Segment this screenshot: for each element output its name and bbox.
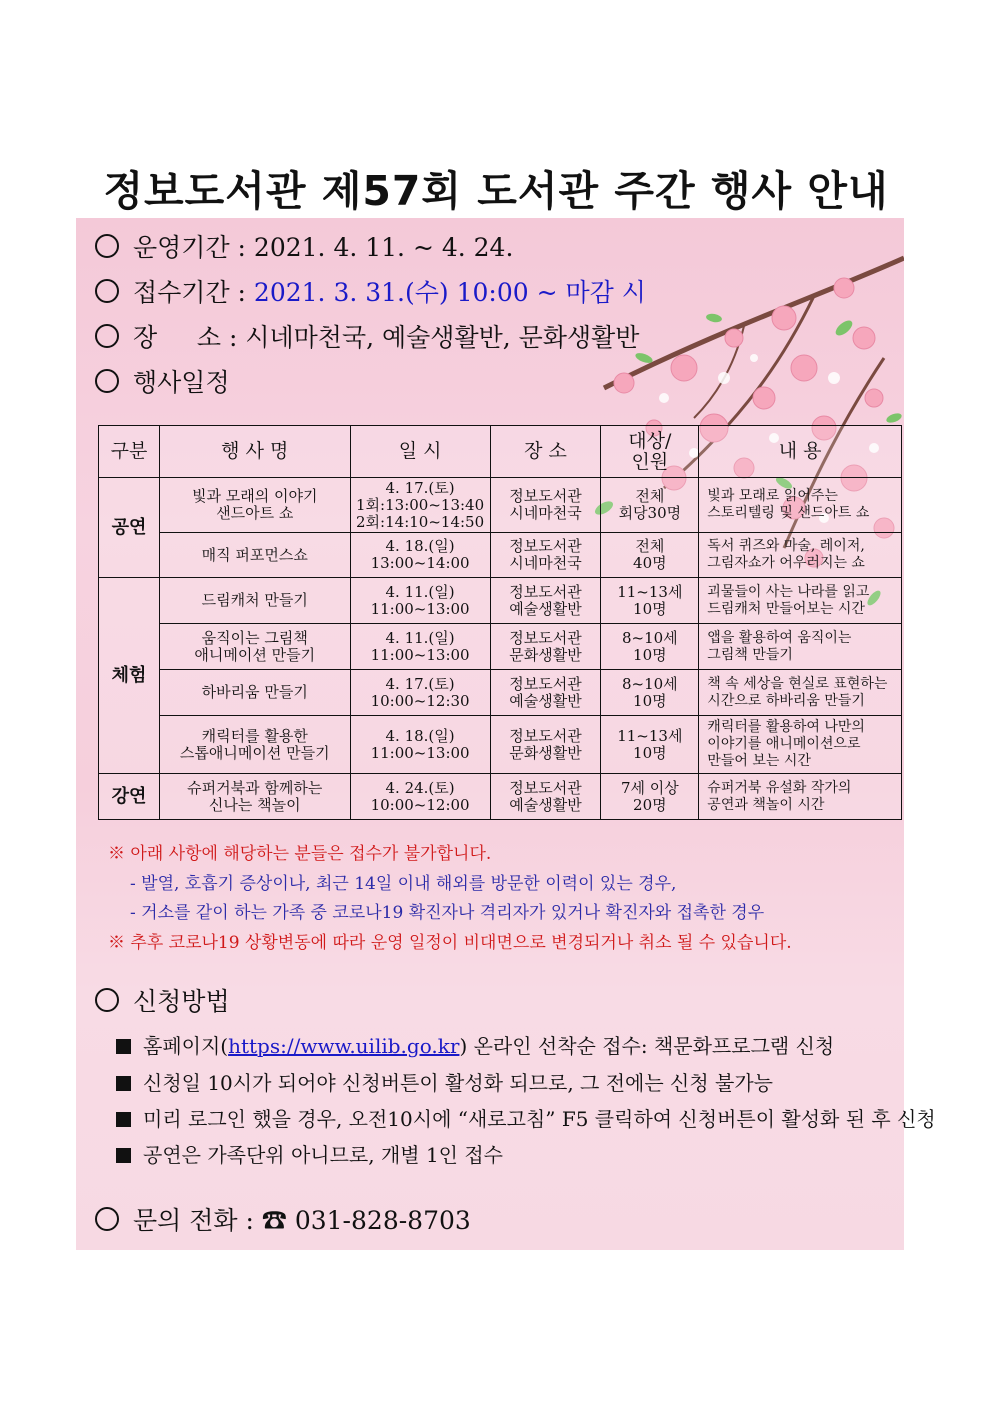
table-row	[99, 624, 902, 670]
header-datetime: 일 시	[350, 426, 490, 478]
place-cell: 정보도서관 시네마천국	[490, 533, 601, 578]
schedule-heading: 행사일정	[95, 363, 230, 399]
event-name-cell: 드림캐처 만들기	[159, 578, 350, 624]
table-header-row	[99, 426, 902, 478]
target-cell: 8~10세 10명	[601, 670, 699, 716]
content-cell: 독서 퀴즈와 마술, 레이저, 그림자쇼가 어우러지는 쇼	[699, 533, 902, 578]
note-restriction: ※ 아래 사항에 해당하는 분들은 접수가 불가합니다.	[108, 844, 492, 864]
target-cell: 7세 이상 20명	[601, 774, 699, 820]
square-bullet-icon	[116, 1112, 131, 1127]
circle-bullet-icon	[95, 369, 119, 393]
circle-bullet-icon	[95, 324, 119, 348]
content-cell: 괴물들이 사는 나라를 읽고 드림캐처 만들어보는 시간	[699, 578, 902, 624]
contact-line: 문의 전화 : ☎ 031-828-8703	[95, 1201, 471, 1237]
table-row	[99, 533, 902, 578]
content-cell: 앱을 활용하여 움직이는 그림책 만들기	[699, 624, 902, 670]
header-place: 장 소	[490, 426, 601, 478]
registration-line: 접수기간 : 2021. 3. 31.(수) 10:00 ~ 마감 시	[95, 273, 646, 309]
method-heading: 신청방법	[95, 982, 230, 1018]
place-cell: 정보도서관 예술생활반	[490, 670, 601, 716]
circle-bullet-icon	[95, 279, 119, 303]
header-target: 대상/ 인원	[601, 426, 699, 478]
target-cell: 11~13세 10명	[601, 578, 699, 624]
table-row	[99, 774, 902, 820]
homepage-link[interactable]: https://www.uilib.go.kr	[228, 1034, 460, 1058]
note-symptoms: - 발열, 호흡기 증상이나, 최근 14일 이내 해외를 방문한 이력이 있는 경우,	[130, 874, 677, 894]
category-cell: 강연	[99, 774, 160, 820]
header-content: 내 용	[699, 426, 902, 478]
datetime-cell: 4. 18.(일) 13:00~14:00	[350, 533, 490, 578]
place-cell: 정보도서관 예술생활반	[490, 578, 601, 624]
event-name-cell: 슈퍼거북과 함께하는 신나는 책놀이	[159, 774, 350, 820]
method-item: 공연은 가족단위 아니므로, 개별 1인 접수	[116, 1139, 503, 1168]
table-row	[99, 478, 902, 533]
datetime-cell: 4. 24.(토) 10:00~12:00	[350, 774, 490, 820]
place-cell: 정보도서관 시네마천국	[490, 478, 601, 533]
datetime-cell: 4. 11.(일) 11:00~13:00	[350, 624, 490, 670]
circle-bullet-icon	[95, 988, 119, 1012]
place-value: 시네마천국, 예술생활반, 문화생활반	[245, 323, 640, 352]
event-name-cell: 하바리움 만들기	[159, 670, 350, 716]
square-bullet-icon	[116, 1039, 131, 1054]
event-name-cell: 매직 퍼포먼스쇼	[159, 533, 350, 578]
place-line: 장 소 : 시네마천국, 예술생활반, 문화생활반	[95, 318, 639, 354]
table-row	[99, 716, 902, 774]
content-cell: 책 속 세상을 현실로 표현하는 시간으로 하바리움 만들기	[699, 670, 902, 716]
square-bullet-icon	[116, 1148, 131, 1163]
place-cell: 정보도서관 예술생활반	[490, 774, 601, 820]
period-value: 2021. 4. 11. ~ 4. 24.	[253, 233, 514, 262]
square-bullet-icon	[116, 1076, 131, 1091]
phone-number: 031-828-8703	[294, 1206, 471, 1235]
event-name-cell: 캐릭터를 활용한 스톱애니메이션 만들기	[159, 716, 350, 774]
method-item: 홈페이지(https://www.uilib.go.kr) 온라인 선착순 접수: 책문화프로그램 신청	[116, 1030, 834, 1059]
note-change: ※ 추후 코로나19 상황변동에 따라 운영 일정이 비대면으로 변경되거나 취소 될 수 있습니다.	[108, 933, 792, 953]
note-contact: - 거소를 같이 하는 가족 중 코로나19 확진자나 격리자가 있거나 확진자와 접촉한 경우	[130, 903, 765, 923]
content-cell: 캐릭터를 활용하여 나만의 이야기를 애니메이션으로 만들어 보는 시간	[699, 716, 902, 774]
datetime-cell: 4. 11.(일) 11:00~13:00	[350, 578, 490, 624]
content-cell: 슈퍼거북 유설화 작가의 공연과 책놀이 시간	[699, 774, 902, 820]
content-cell: 빛과 모래로 읽어주는 스토리텔링 및 샌드아트 쇼	[699, 478, 902, 533]
circle-bullet-icon	[95, 1207, 119, 1231]
page-title: 정보도서관 제57회 도서관 주간 행사 안내	[103, 167, 889, 215]
datetime-cell: 4. 17.(토) 10:00~12:30	[350, 670, 490, 716]
header-category: 구분	[99, 426, 160, 478]
target-cell: 전체 40명	[601, 533, 699, 578]
table-row	[99, 578, 902, 624]
header-event-name: 행 사 명	[159, 426, 350, 478]
category-cell: 공연	[99, 478, 160, 578]
datetime-cell: 4. 17.(토) 1회:13:00~13:40 2회:14:10~14:50	[350, 478, 490, 533]
method-item: 미리 로그인 했을 경우, 오전10시에 “새로고침” F5 클릭하여 신청버튼이 활성화 된 후 신청	[116, 1103, 936, 1132]
place-cell: 정보도서관 문화생활반	[490, 716, 601, 774]
circle-bullet-icon	[95, 234, 119, 258]
schedule-table	[98, 425, 902, 820]
event-name-cell: 빛과 모래의 이야기 샌드아트 쇼	[159, 478, 350, 533]
target-cell: 11~13세 10명	[601, 716, 699, 774]
period-line: 운영기간 : 2021. 4. 11. ~ 4. 24.	[95, 228, 513, 264]
target-cell: 8~10세 10명	[601, 624, 699, 670]
phone-icon: ☎	[261, 1206, 287, 1235]
target-cell: 전체 회당30명	[601, 478, 699, 533]
category-cell: 체험	[99, 578, 160, 774]
event-name-cell: 움직이는 그림책 애니메이션 만들기	[159, 624, 350, 670]
table-row	[99, 670, 902, 716]
datetime-cell: 4. 18.(일) 11:00~13:00	[350, 716, 490, 774]
registration-value: 2021. 3. 31.(수) 10:00 ~ 마감 시	[253, 278, 646, 307]
method-item: 신청일 10시가 되어야 신청버튼이 활성화 되므로, 그 전에는 신청 불가능	[116, 1067, 773, 1096]
place-cell: 정보도서관 문화생활반	[490, 624, 601, 670]
